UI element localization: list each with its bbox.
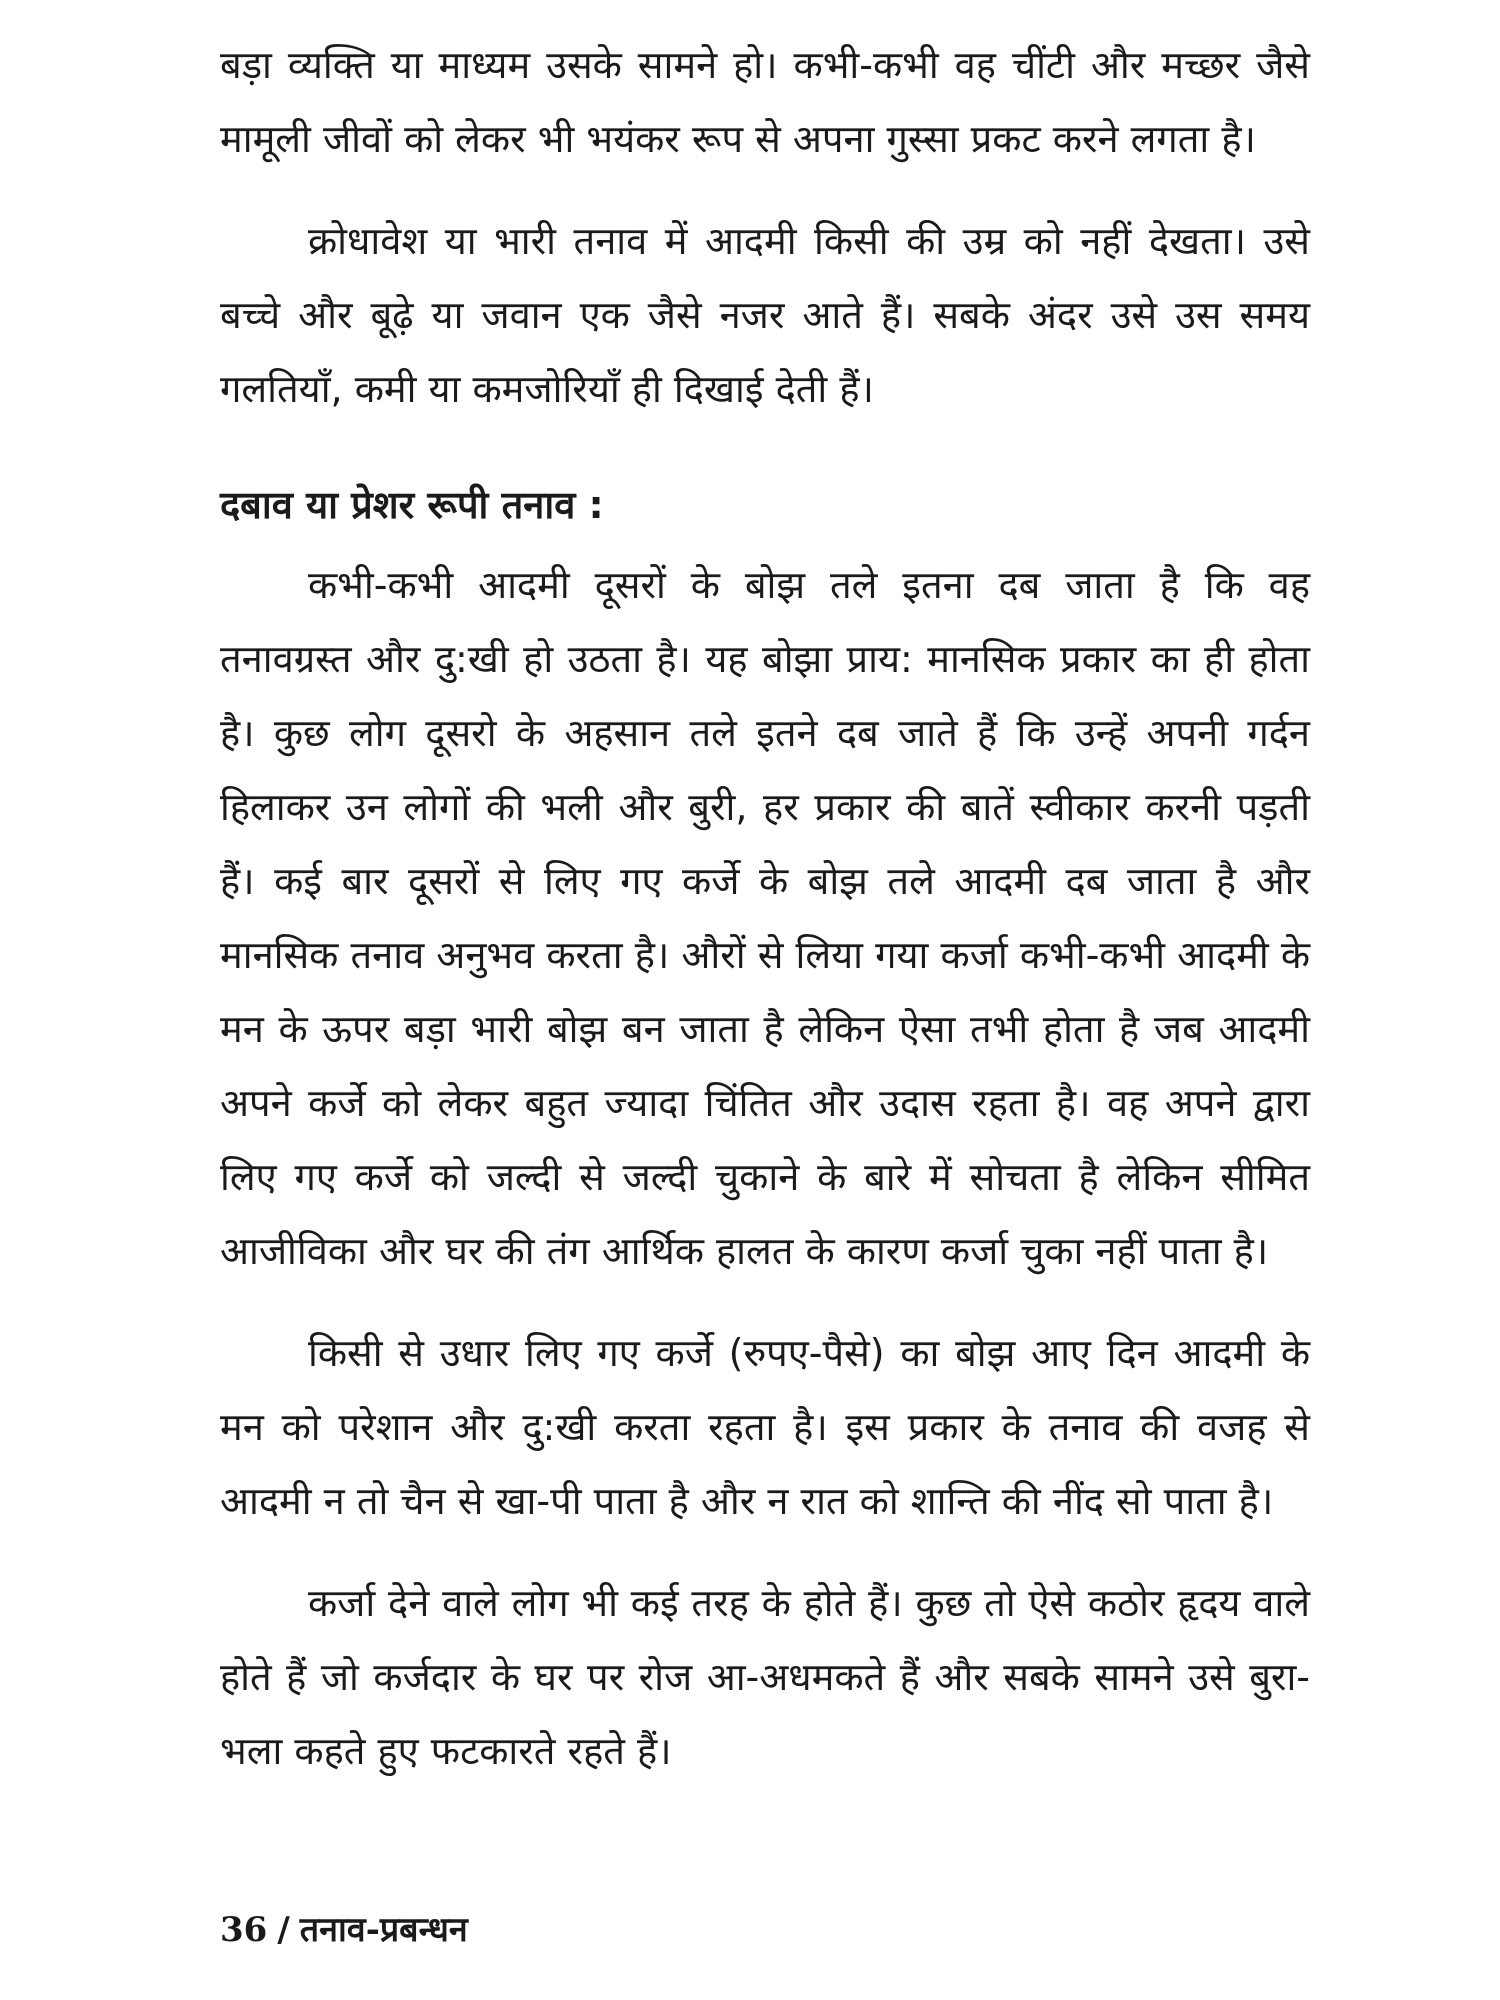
book-title: तनाव-प्रबन्धन [299,1910,468,1950]
section-heading: दबाव या प्रेशर रूपी तनाव : [220,483,604,527]
page-number: 36 [220,1910,268,1950]
paragraph-4: किसी से उधार लिए गए कर्जे (रुपए-पैसे) का बोझ आए दिन आदमी के मन को परेशान और दु:खी करता रहता है। इस प्रकार के तनाव की वजह से आदमी न तो चैन से खा-पी पाता है और न रात को शान्ति की नींद सो पाता है। [220,1331,1310,1523]
paragraph-1: बड़ा व्यक्ति या माध्यम उसके सामने हो। कभी-कभी वह चींटी और मच्छर जैसे मामूली जीवों को लेकर भी भयंकर रूप से अपना गुस्सा प्रकट करने लगता है। [220,43,1310,161]
footer-separator: / [277,1910,290,1950]
paragraph-3: कभी-कभी आदमी दूसरों के बोझ तले इतना दब जाता है कि वह तनावग्रस्त और दु:खी हो उठता है। यह बोझा प्राय: मानसिक प्रकार का ही होता है। कुछ लोग दूसरो के अहसान तले इतने दब जाते हैं कि उन्हें अपनी गर्दन हिलाकर उन लोगों की भली और बुरी, हर प्रकार की बातें स्वीकार करनी पड़ती हैं। कई बार दूसरों से लिए गए कर्जे के बोझ तले आदमी दब जाता है और मानसिक तनाव अनुभव करता है। औरों से लिया गया कर्जा कभी-कभी आदमी के मन के ऊपर बड़ा भारी बोझ बन जाता है लेकिन ऐसा तभी होता है जब आदमी अपने कर्जे को लेकर बहुत ज्यादा चिंतित और उदास रहता है। वह अपने द्वारा लिए गए कर्जे को जल्दी से जल्दी चुकाने के बारे में सोचता है लेकिन सीमित आजीविका और घर की तंग आर्थिक हालत के कारण कर्जा चुका नहीं पाता है। [220,563,1310,1273]
paragraph-2: क्रोधावेश या भारी तनाव में आदमी किसी की उम्र को नहीं देखता। उसे बच्चे और बूढ़े या जवान एक जैसे नजर आते हैं। सबके अंदर उसे उस समय गलतियाँ, कमी या कमजोरियाँ ही दिखाई देती हैं। [220,219,1310,411]
paragraph-5: कर्जा देने वाले लोग भी कई तरह के होते हैं। कुछ तो ऐसे कठोर हृदय वाले होते हैं जो कर्जदार के घर पर रोज आ-अधमकते हैं और सबके सामने उसे बुरा-भला कहते हुए फटकारते रहते हैं। [220,1581,1310,1773]
page-body [220,28,1310,1816]
page-footer [220,1905,468,1951]
